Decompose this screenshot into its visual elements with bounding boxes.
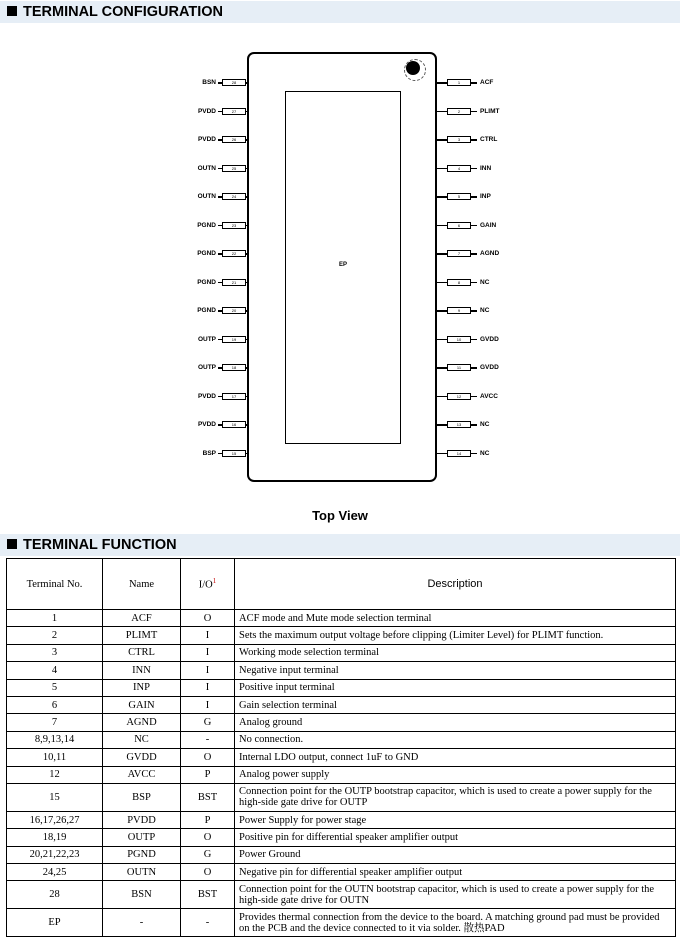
pin-name: NC (480, 421, 490, 428)
section-title: TERMINAL CONFIGURATION (23, 4, 224, 20)
cell-terminal: 18,19 (7, 829, 103, 846)
cell-io: P (181, 766, 235, 783)
pin-10 (437, 336, 517, 344)
table-row (7, 627, 676, 644)
cell-description: No connection. (235, 731, 676, 748)
pin-name: NC (480, 278, 490, 286)
pin-number: 22 (222, 250, 246, 257)
pin-number: 14 (447, 450, 471, 457)
pin-number: 13 (447, 421, 471, 428)
cell-io: BST (181, 783, 235, 811)
cell-terminal: 6 (7, 696, 103, 713)
pin-lead (437, 282, 447, 284)
cell-name: PLIMT (103, 627, 181, 644)
pin-number: 17 (222, 393, 246, 400)
pin-lead (437, 225, 447, 227)
pin-lead (471, 367, 477, 369)
pin-number: 15 (222, 450, 246, 457)
cell-io: I (181, 627, 235, 644)
pin-number: 6 (447, 222, 471, 229)
pin-lead (437, 453, 447, 455)
pin-lead (246, 396, 247, 398)
pin-name: OUTP (197, 364, 216, 371)
section-header-terminal-function (0, 534, 680, 556)
cell-io: O (181, 829, 235, 846)
cell-description: Power Supply for power stage (235, 811, 676, 828)
pin-8 (437, 279, 517, 287)
table-row (7, 846, 676, 863)
pin-name: ACF (480, 79, 494, 86)
pin-28 (170, 79, 247, 87)
pin-lead (437, 82, 447, 84)
cell-description: Negative input terminal (235, 662, 676, 679)
pin-number: 8 (447, 279, 471, 286)
header-io (181, 559, 235, 610)
pin-23 (170, 222, 247, 230)
cell-name: BSP (103, 783, 181, 811)
pin-name: PGND (197, 221, 216, 229)
cell-io: - (181, 731, 235, 748)
cell-name: CTRL (103, 644, 181, 661)
cell-terminal: 28 (7, 881, 103, 909)
pin-lead (437, 339, 447, 341)
cell-terminal: 5 (7, 679, 103, 696)
pin-2 (437, 108, 517, 116)
pin-lead (471, 82, 477, 84)
pin-lead (471, 396, 477, 398)
cell-description: Positive input terminal (235, 679, 676, 696)
pin-lead (471, 424, 477, 426)
table-row (7, 662, 676, 679)
table-row (7, 766, 676, 783)
pin-number: 16 (222, 421, 246, 428)
pin-name: OUTN (197, 193, 216, 200)
pin-name: PGND (197, 278, 216, 286)
pin-name: NC (480, 307, 490, 314)
cell-io: O (181, 610, 235, 627)
cell-description: Provides thermal connection from the device to the board. A matching ground pad must be provided on the PCB and the device connected to it via solder. 散热PAD (235, 909, 676, 937)
pin-number: 11 (447, 364, 471, 371)
pin-lead (471, 339, 477, 341)
pin-name: PVDD (197, 107, 216, 115)
pin-name: PVDD (197, 392, 216, 400)
cell-io: I (181, 644, 235, 661)
cell-description: Sets the maximum output voltage before clipping (Limiter Level) for PLIMT function. (235, 627, 676, 644)
cell-io: I (181, 662, 235, 679)
cell-terminal: 16,17,26,27 (7, 811, 103, 828)
pin-name: PLIMT (480, 107, 500, 115)
pin-20 (170, 307, 247, 315)
cell-name: AVCC (103, 766, 181, 783)
cell-name: - (103, 909, 181, 937)
pin-name: AVCC (480, 392, 498, 400)
pin-number: 25 (222, 165, 246, 172)
table-row (7, 749, 676, 766)
pin-9 (437, 307, 517, 315)
pin-lead (246, 310, 247, 312)
pin-27 (170, 108, 247, 116)
table-row (7, 696, 676, 713)
pin-lead (471, 139, 477, 141)
cell-io: - (181, 909, 235, 937)
pin-25 (170, 165, 247, 173)
cell-description: Power Ground (235, 846, 676, 863)
pin-3 (437, 136, 517, 144)
pin-number: 18 (222, 364, 246, 371)
pin-22 (170, 250, 247, 258)
table-row (7, 829, 676, 846)
pin-name: INP (480, 193, 491, 200)
pin-number: 24 (222, 193, 246, 200)
pin-lead (246, 225, 247, 227)
pin-number: 1 (447, 79, 471, 86)
cell-terminal: 4 (7, 662, 103, 679)
pin-number: 28 (222, 79, 246, 86)
cell-terminal: EP (7, 909, 103, 937)
pin-13 (437, 421, 517, 429)
pin1-marker-dot-icon (406, 61, 420, 75)
table-row (7, 783, 676, 811)
pin-17 (170, 393, 247, 401)
cell-terminal: 12 (7, 766, 103, 783)
pin-name: GVDD (480, 335, 499, 343)
pin-number: 10 (447, 336, 471, 343)
pin-lead (471, 453, 477, 455)
pin-lead (246, 111, 247, 113)
cell-terminal: 20,21,22,23 (7, 846, 103, 863)
cell-description: Connection point for the OUTN bootstrap capacitor, which is used to create a power supply for the high-side gate drive for OUTN (235, 881, 676, 909)
pin-lead (246, 367, 247, 369)
cell-name: GAIN (103, 696, 181, 713)
pin-number: 12 (447, 393, 471, 400)
pin-number: 26 (222, 136, 246, 143)
pin-number: 27 (222, 108, 246, 115)
table-row (7, 731, 676, 748)
pin-name: INN (480, 164, 492, 172)
pin-lead (437, 168, 447, 170)
cell-terminal: 8,9,13,14 (7, 731, 103, 748)
cell-description: Working mode selection terminal (235, 644, 676, 661)
pin-name: PGND (197, 250, 216, 257)
table-header-row (7, 559, 676, 610)
exposed-pad-label: EP (338, 262, 347, 268)
pin-name: PGND (197, 307, 216, 314)
pin-lead (437, 396, 447, 398)
pin-lead (246, 82, 247, 84)
pin-name: GVDD (480, 364, 499, 371)
pin-name: CTRL (480, 136, 498, 143)
cell-io: BST (181, 881, 235, 909)
cell-terminal: 10,11 (7, 749, 103, 766)
pin-7 (437, 250, 517, 258)
cell-io: P (181, 811, 235, 828)
cell-io: G (181, 846, 235, 863)
header-io-label: I/O (198, 579, 213, 591)
pin-name: PVDD (197, 136, 216, 143)
pin-lead (246, 196, 247, 198)
pin-24 (170, 193, 247, 201)
pin-12 (437, 393, 517, 401)
pin-lead (246, 282, 247, 284)
cell-name: AGND (103, 714, 181, 731)
header-io-footnote: 1 (212, 577, 217, 586)
cell-description: Negative pin for differential speaker amplifier output (235, 864, 676, 881)
cell-terminal: 1 (7, 610, 103, 627)
table-row (7, 864, 676, 881)
pin-1 (437, 79, 517, 87)
pin-6 (437, 222, 517, 230)
cell-description: Analog power supply (235, 766, 676, 783)
cell-description: Connection point for the OUTP bootstrap capacitor, which is used to create a power supply for the high-side gate drive for OUTP (235, 783, 676, 811)
cell-description: Positive pin for differential speaker amplifier output (235, 829, 676, 846)
cell-io: I (181, 696, 235, 713)
cell-terminal: 3 (7, 644, 103, 661)
pin-name: PVDD (197, 421, 216, 428)
pin-number: 2 (447, 108, 471, 115)
pin-21 (170, 279, 247, 287)
pin-lead (246, 253, 247, 255)
cell-io: O (181, 749, 235, 766)
pin-18 (170, 364, 247, 372)
table-row (7, 909, 676, 937)
pin-lead (246, 168, 247, 170)
cell-terminal: 24,25 (7, 864, 103, 881)
table-row (7, 714, 676, 731)
pin-lead (246, 453, 247, 455)
pin-lead (246, 139, 247, 141)
cell-name: GVDD (103, 749, 181, 766)
pin-lead (246, 339, 247, 341)
pin-lead (437, 196, 447, 198)
table-row (7, 881, 676, 909)
cell-name: NC (103, 731, 181, 748)
cell-terminal: 2 (7, 627, 103, 644)
cell-name: OUTN (103, 864, 181, 881)
top-view-caption: Top View (312, 508, 368, 523)
cell-name: OUTP (103, 829, 181, 846)
pin-name: OUTP (197, 335, 216, 343)
pin-lead (471, 111, 477, 113)
pin-lead (471, 225, 477, 227)
pin-number: 7 (447, 250, 471, 257)
table-row (7, 644, 676, 661)
section-header-terminal-configuration (0, 1, 680, 23)
pin-lead (246, 424, 247, 426)
cell-io: G (181, 714, 235, 731)
pin-lead (437, 310, 447, 312)
pin-lead (437, 139, 447, 141)
cell-io: O (181, 864, 235, 881)
header-description: Description (235, 559, 676, 610)
pin-number: 5 (447, 193, 471, 200)
terminal-function-table (6, 558, 676, 937)
cell-name: INN (103, 662, 181, 679)
cell-name: PGND (103, 846, 181, 863)
cell-name: INP (103, 679, 181, 696)
pin-14 (437, 450, 517, 458)
cell-name: PVDD (103, 811, 181, 828)
cell-terminal: 7 (7, 714, 103, 731)
square-bullet-icon (7, 6, 17, 16)
square-bullet-icon (7, 539, 17, 549)
pin-name: NC (480, 449, 490, 457)
cell-description: Internal LDO output, connect 1uF to GND (235, 749, 676, 766)
pin-number: 4 (447, 165, 471, 172)
pin-lead (437, 253, 447, 255)
pin-lead (437, 111, 447, 113)
pin-name: AGND (480, 250, 500, 257)
cell-io: I (181, 679, 235, 696)
cell-name: BSN (103, 881, 181, 909)
pin-4 (437, 165, 517, 173)
pin-name: GAIN (480, 221, 497, 229)
table-row (7, 679, 676, 696)
pin-number: 19 (222, 336, 246, 343)
cell-description: Analog ground (235, 714, 676, 731)
pin-number: 21 (222, 279, 246, 286)
section-title: TERMINAL FUNCTION (23, 537, 177, 553)
header-terminal: Terminal No. (7, 559, 103, 610)
pin-16 (170, 421, 247, 429)
pin-lead (471, 253, 477, 255)
pin-lead (471, 168, 477, 170)
pin-26 (170, 136, 247, 144)
pin-number: 23 (222, 222, 246, 229)
pin-lead (471, 282, 477, 284)
table-row (7, 811, 676, 828)
pin-5 (437, 193, 517, 201)
pin-15 (170, 450, 247, 458)
pin-lead (471, 196, 477, 198)
cell-name: ACF (103, 610, 181, 627)
pin-number: 9 (447, 307, 471, 314)
cell-description: ACF mode and Mute mode selection terminal (235, 610, 676, 627)
header-name: Name (103, 559, 181, 610)
table-row (7, 610, 676, 627)
cell-description: Gain selection terminal (235, 696, 676, 713)
pin-11 (437, 364, 517, 372)
pin-number: 20 (222, 307, 246, 314)
pin-lead (437, 367, 447, 369)
pin-number: 3 (447, 136, 471, 143)
pin-lead (471, 310, 477, 312)
cell-terminal: 15 (7, 783, 103, 811)
pin-name: BSP (202, 449, 216, 457)
pin-lead (437, 424, 447, 426)
pin-name: OUTN (197, 164, 216, 172)
pin-name: BSN (202, 79, 216, 86)
pin-19 (170, 336, 247, 344)
